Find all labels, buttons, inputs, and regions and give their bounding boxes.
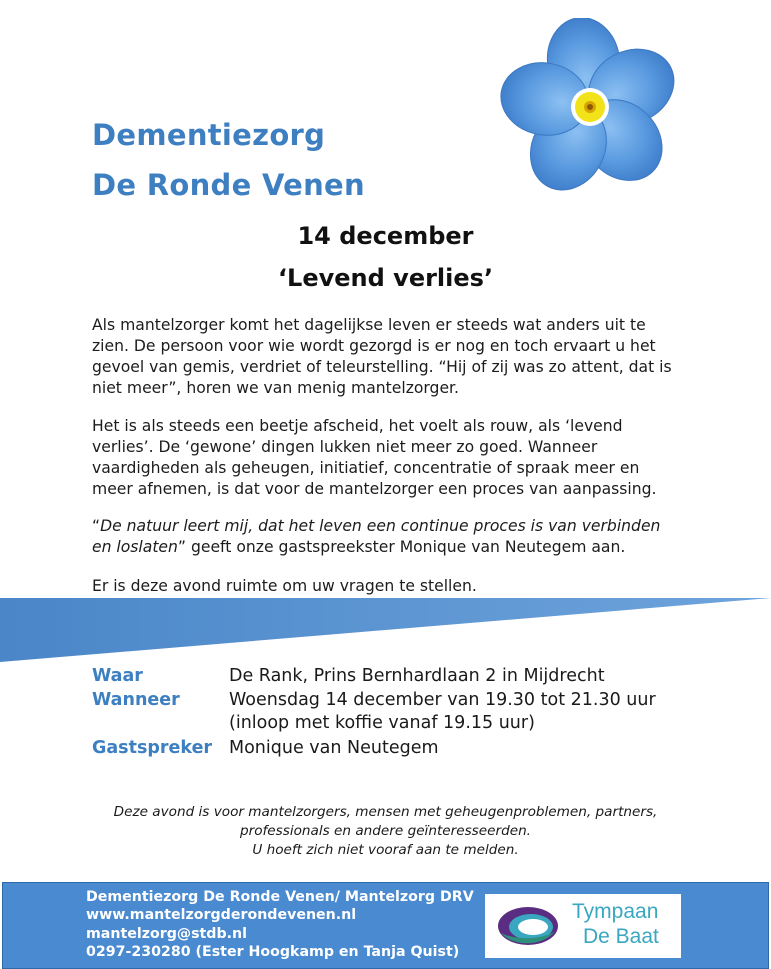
info-label-gastspreker: Gastspreker <box>92 738 213 758</box>
footnote-line: professionals en andere geïnteresseerden. <box>239 823 532 839</box>
tympaan-logo-mark-icon <box>495 903 561 949</box>
text-line: Er is deze avond ruimte om uw vragen te stellen. <box>92 577 477 595</box>
info-value-waar: De Rank, Prins Bernhardlaan 2 in Mijdrecht <box>229 666 605 686</box>
second-paragraph <box>92 416 692 500</box>
footer-organization: Dementiezorg De Ronde Venen/ Mantelzorg DRV <box>86 889 474 905</box>
footnote-line: Deze avond is voor mantelzorgers, mensen met geheugenproblemen, partners, <box>113 804 658 820</box>
intro-paragraph <box>92 315 692 399</box>
text-line: Het is als steeds een beetje afscheid, het voelt als rouw, als ‘levend <box>92 417 623 435</box>
event-date: 14 december <box>297 222 474 250</box>
tympaan-logo <box>485 894 681 958</box>
info-row-gastspreker <box>92 737 439 760</box>
quote-attribution: ” geeft onze gastspreekster Monique van Neutegem aan. <box>177 538 626 556</box>
text-line: vaardigheden als geheugen, initiatief, concentratie of spraak meer en <box>92 459 640 477</box>
text-line: niet meer”, horen we van menig mantelzorger. <box>92 379 459 397</box>
text-line: Als mantelzorger komt het dagelijkse leven er steeds wat anders uit te <box>92 316 646 334</box>
footnote-line: U hoeft zich niet vooraf aan te melden. <box>252 842 519 858</box>
footer-website-link[interactable]: www.mantelzorgderondevenen.nl <box>86 907 357 923</box>
quote-text: en loslaten <box>92 538 178 556</box>
logo-text-line1: Tympaan <box>572 900 659 923</box>
closing-paragraph <box>92 576 692 597</box>
info-label-wanneer: Wanneer <box>92 690 180 710</box>
event-title: ‘Levend verlies’ <box>277 264 494 292</box>
info-value-gastspreker: Monique van Neutegem <box>229 738 439 758</box>
info-label-waar: Waar <box>92 666 143 686</box>
text-line: meer afnemen, is dat voor de mantelzorger een proces van aanpassing. <box>92 480 657 498</box>
org-title-line2: De Ronde Venen <box>92 168 365 202</box>
text-line: verlies’. De ‘gewone’ dingen lukken niet meer zo goed. Wanneer <box>92 438 598 456</box>
quote-paragraph <box>92 516 692 558</box>
org-title-line1: Dementiezorg <box>92 118 326 152</box>
info-value-wanneer: Woensdag 14 december van 19.30 tot 21.30 uur <box>229 690 656 710</box>
quote-open-mark: “ <box>92 517 101 535</box>
text-line: gevoel van gemis, verdriet of teleurstelling. “Hij of zij was zo attent, dat is <box>92 358 672 376</box>
text-line: zien. De persoon voor wie wordt gezorgd is er nog en toch ervaart u het <box>92 337 656 355</box>
footer-email-link[interactable]: mantelzorg@stdb.nl <box>86 926 247 942</box>
forget-me-not-flower-icon <box>494 18 684 200</box>
logo-text-line2: De Baat <box>583 925 659 948</box>
info-row-wanneer <box>92 689 656 712</box>
info-value-wanneer-extra: (inloop met koffie vanaf 19.15 uur) <box>229 713 535 733</box>
decorative-band <box>0 596 771 662</box>
info-row-waar <box>92 665 605 688</box>
footer-phone: 0297-230280 (Ester Hoogkamp en Tanja Quist) <box>86 944 460 960</box>
quote-text: De natuur leert mij, dat het leven een continue proces is van verbinden <box>100 517 661 535</box>
